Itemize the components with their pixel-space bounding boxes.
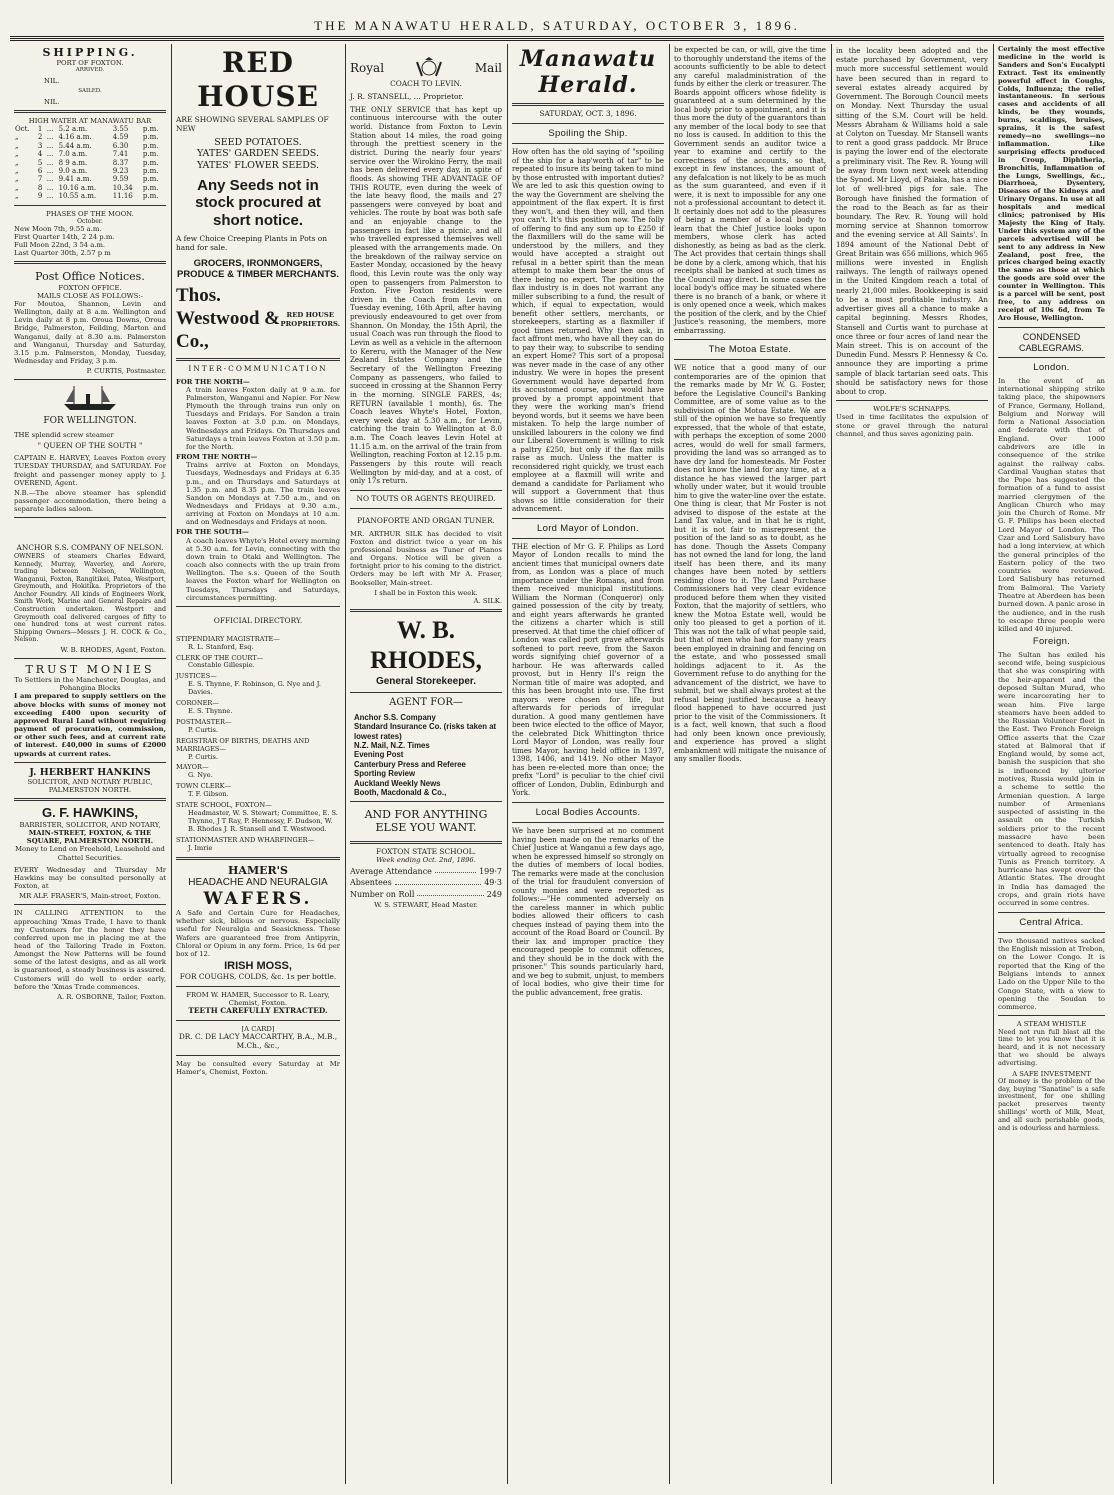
tide-table [14, 125, 166, 201]
moon-heading: PHASES OF THE MOON. [46, 209, 134, 218]
hankins-heading: J. HERBERT HANKINS [29, 766, 151, 778]
hawkins-sub: BARRISTER, SOLICITOR, AND NOTARY, [19, 820, 161, 829]
creeping-plants: A few Choice Creeping Plants in Pots on hand for sale. [176, 233, 327, 252]
royal-label: Royal [350, 60, 385, 75]
column-4 [508, 44, 668, 1484]
steamship-icon [60, 384, 120, 412]
port-label: PORT OF FOXTON. [56, 59, 124, 68]
storekeeper-label: General Storekeeper. [375, 676, 477, 688]
paper-date: SATURDAY, OCT. 3, 1896. [539, 108, 637, 118]
stansell-proprietor: J. R. STANSELL, ... Proprietor. [350, 91, 464, 101]
irish-moss-coughs: FOR COUGHS, COLDS, &c. 1s per bottle. [179, 972, 337, 982]
local-bodies-body: We have been surprised at no comment having been made on the remarks of the Chief Justice at Wanganui a few days ago, when he expressed himself so strongly on the duties of members of local bodies. The remarks were made at the conclusion of the trial for fraudulent conversion of county monies and were reported as follows:—"He commented adversely on the careless manner in which public bodies allowed their officers to cash cheques instead of paying them into the account of the Road Board or Council. By their lax and improper practice they encouraged people to commit offences, and they should be in the dock with the prisoner." This sounds particularly hard, and we beg to submit, unjust, to members of local bodies, who give their time for the public advancement, free gratis. [512, 826, 664, 997]
postmaster: P. CURTIS, Postmaster. [86, 367, 166, 376]
directory-holder: P. Curtis. [188, 752, 218, 761]
trust-sub: To Settlers in the Manchester, Douglas, and Pohangina Blocks [14, 676, 166, 693]
agency-item: N.Z. Mail, N.Z. Times [354, 741, 430, 751]
paper-title: Manawatu Herald. [519, 46, 657, 99]
avg-attendance-value: 199·7 [479, 866, 502, 876]
column-5 [670, 44, 830, 1484]
royal-crest-icon [412, 56, 446, 80]
directory-office: MAYOR— [176, 763, 209, 772]
lord-mayor-body: THE election of Mr G. F. Philips as Lord Mayor of London recalls to mind the ancient times that municipal owners date from, as London was a place of much importance under the Romans, and from them received municipal institutions. William the Norman (Conqueror) only gained possession of the city by treaty, and eight years afterwards he granted the citizens a charter which is still preserved. At that time the chief officer of London was called port grave afterwards softened to port reeve, from the Saxon words signifying chief governor of a harbour. He was afterwards called provost, but in Henry II's reign the Norman title of maire was adopted, and this has been brought into use. The first mayors were chosen for life, but afterwards for periods of irregular duration. A good many gentlemen have been twice elected to the office of Mayor, the celebrated Dick Whittington thrice Lord Mayor of London, was really four times Mayor, having held office in 1397, 1398, 1406, and 1419. No other Mayor has been re-elected more than once; the prefix "Lord" is peculiar to the chief civil officer of London, Dublin, Edinburgh and York. [512, 541, 664, 798]
anchor-heading: ANCHOR S.S. COMPANY OF NELSON. [16, 543, 164, 553]
tide-row: „ 9 ... 10.55 a.m. 11.16 p.m. [15, 192, 159, 201]
mails-close: MAILS CLOSE AS FOLLOWS:- [37, 291, 143, 300]
eucalypti-ad: Certainly the most effective medicine in the world is Sanders and Son's Eucalypti Extract. Test its eminently powerful effect in Coughs, Colds, Influenza; the relief instantaneous. In serious cases and accidents of all kinds, be they wounds, burns, scaldings, bruises, sprains, it is the safest remedy—no swellings—no inflammation. Like surprising effects produced in Croup, Diphtheria, Bronchitis, Inflammation of the Lungs, Swellings, &c., Diarrhoea, Dysentery, Diseases of the Kidneys and Urinary Organs. In use at all hospitals and medical clinics; patronised by His Majesty the King of Italy. Under this system any of the parcels advertised will be sent to any address in New Zealand, post free, the prices charged being exactly the same as those at which the goods are sold over the counter in Wellington. This is a parcel will be sent, post free, to any address on receipt of 10s 6d, from Te Aro House, Wellington. [998, 45, 1105, 322]
shipping-heading: SHIPPING. [42, 46, 138, 59]
tide-row: „ 8 ... 10.16 a.m. 10.34 p.m. [15, 183, 159, 192]
doctor-name: DR. C. DE LACY MACCARTHY, B.A., M.B., M.Ch., &c., [178, 1032, 338, 1051]
foreign-body: The Sultan has exiled his second wife, being suspicious that she was conspiring with the heir-apparent and the deposed Sultan Murad, who were incarcerating her to wean him. Five large steamers have been added to the Russian Volunteer fleet in the East. Two French Foreign Office asserts that the Czar stated at Balmoral that if England would, by some act, banish the suspicion that she is influenced by ulterior motives, Russia would join in a scheme to settle the Armenian question. A large number of Armenians suspected of assisting in the assault on the Turkish soldiers prior to the recent massacre have been sentenced to death. Italy has virtually agreed to recognise Tunis as French territory. A hurricane has swept over the Atlantic States. The drought in India has damaged the crops, and grain riots have occurred in some centres. [998, 650, 1105, 908]
for-south-heading: FOR THE SOUTH— [176, 528, 249, 537]
column-7 [994, 44, 1109, 1484]
directory-holder: Constable Gillespie. [188, 661, 255, 670]
directory-holder: P. Curtis. [188, 725, 218, 734]
agency-item: Evening Post [354, 750, 404, 760]
central-africa-heading: Central Africa. [1019, 916, 1084, 928]
post-office: FOXTON OFFICE. [58, 283, 122, 292]
directory-holder: J. Imrie [188, 843, 213, 852]
agency-item: Canterbury Press and Referee [354, 759, 466, 769]
fraser-address: MR ALF. FRASER'S, Main-street, Foxton. [19, 892, 161, 901]
directory-holder: E. S. Thynne, F. Robinson, G. Nye and J. Davies. [188, 680, 321, 697]
headache-heading: HEADACHE AND NEURALGIA [188, 876, 328, 888]
arrived-label: ARRIVED. [75, 67, 105, 74]
spoiling-heading: Spoiling the Ship. [548, 127, 628, 139]
directory-holder: R. L. Stanford, Esq. [188, 642, 254, 651]
coach-body: THE ONLY SERVICE that has kept up continuous intercourse with the outer world. Distance from Foxton to Levin Station about 14 miles, the road going through the prettiest scenery in the district. During the nearly four years' service over the Wirokino Ferry, the mail has been delivered every day, in spite of floods. As showing THE ADVANTAGE OF THIS ROUTE, even during the week of the late heavy flood, the mails and 27 passengers were conveyed by boat and vehicles. The route by boat was both safe and an enjoyable change to the passengers in fact like a picnic, and all who travelled expressed themselves well pleased with the arrangements made. On the breakdown of the railway service on Easter Monday, occasioned by the heavy flood, this Levin route was the only way open to passengers from Palmerston to Foxton. Five Foxton residents were driven in the Coach from Levin on Tuesday evening, 16th April, after having previously endeavoured to get over from Shannon. On Monday, the 15th April, the usual Coach was run through the flood to Levin as well as a vehicle in the afternoon to Kereru, with the Manager of the New Zealand Estates Company and the Secretary of the Wellington Freezing Company as passengers, who failed to succeed in crossing at the Shannon Ferry in the morning. SINGLE FARES, 4s; RETURN (available 1 month), 6s. The Coach leaves Whyte's Hotel, Foxton, every week day at 5.30 a.m., for Levin, catching the train to Wellington at 8.0 a.m. The Coach leaves Levin Hotel at 11.15 a.m. on the arrival of the train from Wellington, reaching Foxton at 12.15 p.m. Passengers by this route will reach Wellington by mid-day, and at a cost, of only 17s return. [350, 104, 502, 486]
moon-phase: Full Moon 22nd, 3 54 a.m. [14, 241, 106, 250]
red-house-proprietors: RED HOUSE PROPRIETORS. [280, 311, 341, 328]
teeth-extracted: TEETH CAREFULLY EXTRACTED. [188, 1006, 328, 1016]
motoa-body: WE notice that a good many of our contemporaries are of the opinion that the remarks made by Mr W. G. Foster, before the Legislative Council's Banking Committee, are of some value as to the subdivision of the Motoa Estate. We are still of the opinion we have so frequently expressed, that the whole of that estate, with perhaps the exception of some 2000 acres, would do well for small farmers, providing the land was so arranged as to have dry land for homesteads. Mr Foster does not know the land for any time, at a distance he has viewed the larger part wholly under water, but it would trouble him to give the water-line over the estate. One thing is clear, that Mr Foster is not advised to dispose of the estate at the Land Tax value, and in that he is right, but it is not fair to misrepresent the position of the land so as to doubt, as he has done. Though the Assets Company has not owned the land for long, the land itself has been there, and its many changes have been noted by settlers residing close to it. The Land Purchase Commissioners had very clear evidence produced before them when they visited Foxton, that the majority of settlers, who knew the Motoa Estate well, would be only too pleased to get a portion of it. This was not the talk of what people said, but that of men who had for many years been employed in draining and fencing on the estate, and who possessed small holdings adjacent to it. As the Government refuse to do anything for the advancement of the district, we have to submit, but we shall always protest at the refusal being justified because a heavy flood happened to have occurred just prior to the visit of the Commissioners. It is a fact, well known, that such a flood had only been known once previously, and experience has proved a slight embankment will mitigate the nuisance of any smaller floods. [674, 363, 826, 764]
hankins-sub: SOLICITOR, AND NOTARY PUBLIC, PALMERSTON NORTH. [27, 778, 153, 795]
directory-office: REGISTRAR OF BIRTHS, DEATHS AND MARRIAGES— [176, 736, 310, 753]
hawkins-heading: G. F. HAWKINS, [41, 805, 139, 821]
red-house-showing: ARE SHOWING SEVERAL SAMPLES OF NEW [176, 115, 329, 134]
avg-attendance-row [350, 867, 502, 877]
xmas-notice: IN CALLING ATTENTION to the approaching 'Xmas Trade, I have to thank my Customers for the honor they have conferred upon me in placing me at the head of the Tailoring Trade in Foxton. Amongst the New Patterns will be found some of the latest designs, and as all work is guaranteed, a steady business is assured. Customers will do well to order early, before the 'Xmas Trade commences. [14, 909, 166, 991]
moon-phases [14, 225, 166, 258]
motoa-heading: The Motoa Estate. [708, 344, 792, 355]
hawkins-every: EVERY Wednesday and Thursday Mr Hawkins may be consulted personally at Foxton, at [14, 865, 166, 891]
foreign-heading: Foreign. [1032, 636, 1071, 648]
card-label: [A CARD] [241, 1025, 275, 1034]
masthead: THE MANAWATU HERALD, SATURDAY, OCTOBER 3, 1896. [314, 18, 800, 33]
silk-notice: I shall be in Foxton this week. [374, 588, 478, 597]
silk-body: MR. ARTHUR SILK has decided to visit Foxton and district twice a year on his professional business as Tuner of Pianos and Organs. Notice will be given a fortnight prior to his coming to the district. Orders may be left with Mr A. Fraser, Bookseller, Main-street. [350, 529, 502, 587]
coach-heading: COACH TO LEVIN. [390, 79, 462, 88]
local-bodies-continued: be expected be can, or will, give the time to thoroughly understand the items of the accounts sufficiently to be able to detect any careful maladministration of the funds by either the clerk or treasurer. The Boards appoint officers whose fidelity is guaranteed at a sum determined by the local body prior to appointment, and it is thus more the duty of the guarantors than any member of the local body to see that no loss is caused. In addition to this the Government sends an auditor twice a year to examine and certify to the correctness of the accounts, so that, except in few instances, the amount of any defalcation is not likely to be as much as the sum guaranteed, and even if it were, it is next to impossible for any one not a professional accountant to detect it. It certainly does not add to the pleasures of being a member of a local body to learn that the Chief Justice looks upon members, whose clerk has acted dishonestly, as being as bad as the clerk. The Act provides that certain things shall be done by a clerk, among which, that his receipts shall be banked at such times as the Council may direct. In some cases the local body's office may be situated where there is no branch of a bank, or where it is only opened once a week, which makes the position of the clerk, and by the Chief Justice's reasoning, the members, more embarrassing. [674, 45, 826, 335]
sailed-label: SAILED. [78, 88, 102, 95]
spoiling-body: How often has the old saying of "spoiling of the ship for a hap'worth of tar" to be repeated to insure its being taken to mind by those entrusted with important duties? We are led to ask this question owing to the way the Government are shelving the appointment of the flax expert. It is first they won't, and then they will, and then you can't. It's this position now. The folly of offering to find any sum up to £250 if the flaxmillers will do the same will be understood by the millers, and they would have accepted a straight out refusal in a better spirit than the mean attempt to make them bear the onus of there being no expert. The position the flax industry is in does not warrant any miller subscribing to a fund, the result of which, if equal to expectation, would benefit other settlers, merchants, or storekeepers, starting as a flaxmiller if good times returned. Why then ask, in fact affront men, who have all they can do to pay their way, to subscribe to sending an expert Home? This sort of a proposal was never made in the case of any other industry. We were in hopes the present Government would have departed from its accustomed course, and would have proved by a prompt appointment that they were the working man's friend beyond words, but it seems we have been mistaken. To help the large number of unskilled labourers in the colony we find our Liberal Government is willing to risk a paltry £250, but only if the flax mills raise as much. Unless the matter is reconsidered right quickly, we trust each employee at a flaxmill will write and demand a candidate for Parliament who will support a Government that thus shows so little consideration for their advancement. [512, 147, 664, 514]
wellington-heading: FOR WELLINGTON. [43, 416, 137, 427]
trust-heading: TRUST MONIES [25, 662, 155, 676]
wafers-body: A Safe and Certain Cure for Headaches, whether sick, bilious or nervous. Especially useful for Neuralgia and Seasickness. These Wafers are guaranteed free from Antipyrin, Chloral or Opium in any form. Price, 1s 6d per box of 12. [176, 909, 340, 958]
westwood-name: Thos. Westwood & Co., [176, 285, 280, 352]
local-bodies-heading: Local Bodies Accounts. [535, 806, 641, 818]
directory-office: JUSTICES— [176, 672, 217, 681]
lord-mayor-heading: Lord Mayor of London. [537, 522, 639, 534]
absentees-label: Absentees [350, 878, 392, 888]
agency-item: Auckland Weekly News [354, 778, 441, 788]
agencies-list [350, 713, 502, 797]
masthead-rule [10, 36, 1104, 41]
anchor-agent: W. B. RHODES, Agent, Foxton. [60, 645, 166, 654]
trust-body: I am prepared to supply settlers on the above blocks with sums of money not exceeding £400 upon security of approved Rural Land without requiring payment of procuration, commission, or other such fees, and at current rate of interest. £40,000 in sums of £2000 upwards at current rates. [14, 692, 166, 758]
anything-else: AND FOR ANYTHING ELSE YOU WANT. [364, 808, 488, 835]
roll-label: Number on Roll [350, 889, 415, 899]
for-north-heading: FOR THE NORTH— [176, 377, 250, 386]
for-south-body: A coach leaves Whyte's Hotel every morning at 5.30 a.m. for Levin, connecting with the down train to Otaki and Wellington. The coach also connects with the up train from Wellington. The s.s. Queen of the South leaves the Foxton wharf for Wellington on Tuesdays, Thursdays and Saturdays, circumstances permitting. [186, 536, 340, 602]
school-headmaster: W. S. STEWART, Head Master. [374, 901, 478, 910]
directory-office: STATIONMASTER AND WHARFINGER— [176, 835, 315, 844]
hawkins-address: MAIN-STREET, FOXTON, & THE SQUARE, PALMERSTON NORTH. [26, 829, 154, 846]
captain-text: CAPTAIN E. HARVEY, Leaves Foxton every TUESDAY THURSDAY, and SATURDAY. For freight and passenger money apply to J. OVEREND, Agent. [14, 454, 166, 487]
moon-phase: Last Quarter 30th, 2.57 p m [14, 249, 111, 258]
directory-holder: E. S. Thynne. [188, 707, 233, 715]
seed-item: SEED POTATOES. [214, 136, 302, 148]
agency-item: Sporting Review [354, 769, 416, 779]
osborne-signature: A. R. OSBORNE, Tailor, Foxton. [57, 992, 166, 1001]
column-2 [172, 44, 344, 1484]
mail-label: Mail [474, 60, 502, 75]
london-heading: London. [1033, 362, 1070, 374]
roll-row [350, 890, 502, 900]
absentees-value: 49·3 [484, 878, 502, 888]
seed-item: YATES' GARDEN SEEDS. [197, 148, 319, 160]
agency-item: Standard Insurance Co. (risks taken at lowest rates) [354, 722, 497, 741]
moon-phase: New Moon 7th, 9.55 a.m. [14, 224, 102, 233]
moon-month: October. [77, 217, 103, 225]
tide-row: „ 4 ... 7.0 a.m. 7.41 p.m. [15, 150, 159, 159]
tide-row: „ 3 ... 5.44 a.m. 6.30 p.m. [15, 141, 159, 150]
moon-phase: First Quarter 14th, 2 24 p.m. [14, 233, 115, 242]
directory-holder: G. Nye. [188, 771, 213, 780]
any-seeds-headline: Any Seeds not in stock procured at short notice. [195, 177, 321, 229]
tide-row: „ 6 ... 9.0 a.m. 9.23 p.m. [15, 166, 159, 175]
directory-office: STIPENDIARY MAGISTRATE— [176, 634, 280, 643]
steamer-name: " QUEEN OF THE SOUTH " [37, 441, 143, 451]
directory-office: POSTMASTER— [176, 717, 232, 726]
tide-row: „ 5 ... 8 9 a.m. 8.37 p.m. [15, 158, 159, 167]
arrived-nil: NIL. [44, 76, 60, 85]
tide-row: „ 2 ... 4.16 a.m. 4.59 p.m. [15, 133, 159, 142]
wafers-heading: WAFERS. [203, 888, 313, 909]
column-1 [10, 44, 170, 1484]
directory-office: CLERK OF THE COURT— [176, 653, 264, 662]
roll-value: 249 [486, 889, 502, 899]
safe-investment-heading: A SAFE INVESTMENT [1012, 1069, 1091, 1078]
directory-holder: Headmaster, W. S. Stewart; Committee, E. S. Thynne, J T Ray, P. Hennessy, F. Dudson, W. B. Rhodes J. R. Stansell and T. Westwood. [188, 808, 338, 833]
school-heading: FOXTON STATE SCHOOL. [376, 846, 476, 856]
hamers-heading: HAMER'S [228, 863, 288, 877]
hawkins-money: Money to Lend on Freehold, Leasehold and Chattel Securities. [15, 845, 165, 862]
post-heading: Post Office Notices. [35, 270, 145, 284]
local-news-body: in the locality been adopted and the estate purchased by Government, very much more successful settlement would have been secured than in regard to several estates already acquired by Government. The Borough Council meets on Monday. Next Thursday the usual sitting of the S.M. Court will be held. Messrs Abraham & Williams hold a sale at Colyton on Tuesday. Mr Stansell wants to rent a good grass paddock. Mr Bruce is paying the lower end of the electorate a preliminary visit. The Rev. R. Young will be away from town next week attending the Synod. Mr Lloyd, of Paiaka, has a nice lot of well-bred pigs for sale. The Borough have finished the formation of the road to the Beach as far as their boundary. The Rev. R. Young will hold morning service at Shannon tomorrow and the evening service at All Saints'. In 1894 amount of the National Debt of Great Britain was 656 millions, which 965 millions were invested in English railways. The length of railways opened in the United Kingdom reach a total of nearly 21,000 miles. Bookkeeping is said to be a most profitable industry. An advertiser gives all a chance to make a capital beginning. Messrs Rhodes, Stansell and Curtis want to purchase at once three or four acres of land near the Main street. This is on account of the Dunedin Fund. Messrs P. Hennessy & Co. announce they are importing a prime sample of black tartarian seed oats. This should be satisfactory news for those about to crop. [836, 46, 988, 397]
directory-office: STATE SCHOOL, FOXTON— [176, 801, 272, 810]
from-north-body: Trains arrive at Foxton on Mondays, Tuesdays, Wednesdays and Fridays at 6.35 p.m., and on Thursdays and Saturdays at 1.35 p.m. and 8.35 p.m. The train leaves Sandon on Mondays at 7.50 a.m., and on Wednesdays and Fridays at 9.30 a.m., arriving at Foxton on Mondays at 10 a.m. and on Wednesdays and Fridays at noon. [186, 461, 340, 527]
grocers-line: GROCERS, IRONMONGERS, PRODUCE & TIMBER MERCHANTS. [176, 257, 340, 280]
steam-whistle-body: Need not run full blast all the time to let you know that it is heard, and it is not necessary that we should be always advertising. [998, 1027, 1105, 1067]
piano-heading: PIANOFORTE AND ORGAN TUNER. [357, 515, 495, 525]
seed-item: YATES' FLOWER SEEDS. [196, 159, 320, 171]
school-week: Week ending Oct. 2nd, 1896. [376, 856, 476, 865]
seed-list [176, 137, 340, 171]
directory-office: CORONER— [176, 699, 219, 708]
steam-whistle-heading: A STEAM WHISTLE [1016, 1020, 1087, 1029]
touts-heading: NO TOUTS OR AGENTS REQUIRED. [356, 493, 496, 503]
rhodes-heading: W. B. RHODES, [370, 617, 482, 675]
from-north-heading: FROM THE NORTH— [176, 453, 258, 462]
schnapps-heading: WOLFE'S SCHNAPPS. [873, 405, 951, 414]
official-directory-heading: OFFICIAL DIRECTORY. [213, 615, 303, 625]
agent-for: AGENT FOR— [389, 697, 463, 709]
nb-text: N.B.—The above steamer has splendid passenger accommodation, there being a separate ladies saloon. [14, 488, 166, 514]
agency-item: Booth, Macdonald & Co., [354, 787, 447, 797]
agency-item: Anchor S.S. Company [354, 713, 436, 723]
central-africa-body: Two thousand natives sacked the English mission at Trebon, on the Lower Congo. It is reported that the King of the Belgians intends to annex Lado on the Upper Nile to the Congo State, with a view to opening the Soudan to commerce. [998, 936, 1105, 1012]
avg-attendance-label: Average Attendance [350, 866, 432, 876]
from-hamer: FROM W. HAMER, Successor to R. Leary, Chemist, Foxton. [186, 991, 330, 1008]
red-house-title: RED HOUSE [197, 46, 319, 113]
cablegrams-heading: CONDENSED CABLEGRAMS. [1018, 331, 1085, 353]
sailed-nil: NIL. [44, 97, 60, 106]
tide-row: „ 7 ... 9.41 a.m. 9.59 p.m. [15, 175, 159, 184]
irish-moss-heading: IRISH MOSS, [224, 960, 292, 973]
steamer-intro: THE splendid screw steamer [14, 431, 114, 440]
directory-holder: T. F. Gibson. [188, 790, 229, 799]
high-water-heading: HIGH WATER AT MANAWATU BAR [28, 116, 152, 125]
column-6 [832, 44, 992, 1484]
anchor-body: OWNERS of steamers Charles Edward, Kennedy, Murray, Waverley, and Aorere, trading between Nelson, Wellington, Wanganui, Foxton, Rangitikei, Patea, Westport, Greymouth, and Hokitika. Proprietors of the Anchor Foundry. All kinds of Engineers Work, Smith Work, Marine and General Repairs and Construction undertaken. Westport and Greymouth coal delivered cargoes of fifty to one hundred tons at west current rates. Shipping Owners—Messrs J. H. COCK & Co., Nelson. [14, 553, 166, 644]
for-north-body: A train leaves Foxton daily at 9 a.m. for Palmerston, Wanganui and Napier. For New Plymouth the through trains run only on Tuesdays and Fridays. For Sandon a train leaves Foxton at 3.0 p.m. on Mondays, Wednesdays and Fridays. On Thursdays and Saturdays a train leaves Foxton at 3.50 p.m. for the North. [186, 385, 340, 451]
london-body: In the event of an international shipping strike taking place, the shipowners of France, Germany, Holland, Belgium and Norway will form a National Association and federate with that of England. Over 1000 cabdrivers are idle in consequence of the strike against the railway cabs. Cardinal Vaughan states that the Pope has suggested the formation of a fund to assist married clergymen of the Anglican Church who may join the Church of Rome. Mr G. F. Philips has been elected Lord Mayor of London. The Czar and Lord Salisbury have had a long interview, at which the general principles of the Eastern policy of the two countries were reviewed. Lord Salisbury has returned from Balmoral. The Variety Theatre at Aberdeen has been burned down. A panic arose in the audience, and in the rush to escape three people were killed and 40 injured. [998, 376, 1105, 634]
inter-communication-heading: INTER-COMMUNICATION [188, 363, 328, 373]
directory-office: TOWN CLERK— [176, 782, 232, 791]
official-directory [176, 636, 340, 853]
absentees-row [350, 878, 502, 888]
schnapps-body: Used in time facilitates the expulsion of stone or gravel through the natural channel, and thus saves agonizing pain. [836, 413, 988, 438]
doctor-body: May be consulted every Saturday at Mr Hamer's, Chemist, Foxton. [176, 1060, 340, 1077]
mails-body: For Moutoa, Shannon, Levin and Wellington, daily at 8 a.m. Wellington and Levin daily at 8 p.m. Oroua Downs, Oroua Bridge, Palmerston, Feilding, Marton and Wanganui, daily at 8.30 a.m. Palmerston and Wanganui, Thursday and Saturday, 3.15 p.m. Palmerston, Monday, Tuesday, Wednesday and Friday, 3 p.m. [14, 299, 166, 366]
safe-investment-body: Of money is the problem of the day, buying "Sanatine" is a safe investment, for one shilling packet preserves twenty shillings' worth of Milk, Meat, and all such perishable goods, and is odourless and harmless. [998, 1076, 1105, 1132]
tide-row: Oct. 1 ... 5.2 a.m. 3.55 p.m. [15, 125, 159, 133]
silk-signature: A. SILK. [473, 596, 502, 605]
column-3 [346, 44, 506, 1484]
